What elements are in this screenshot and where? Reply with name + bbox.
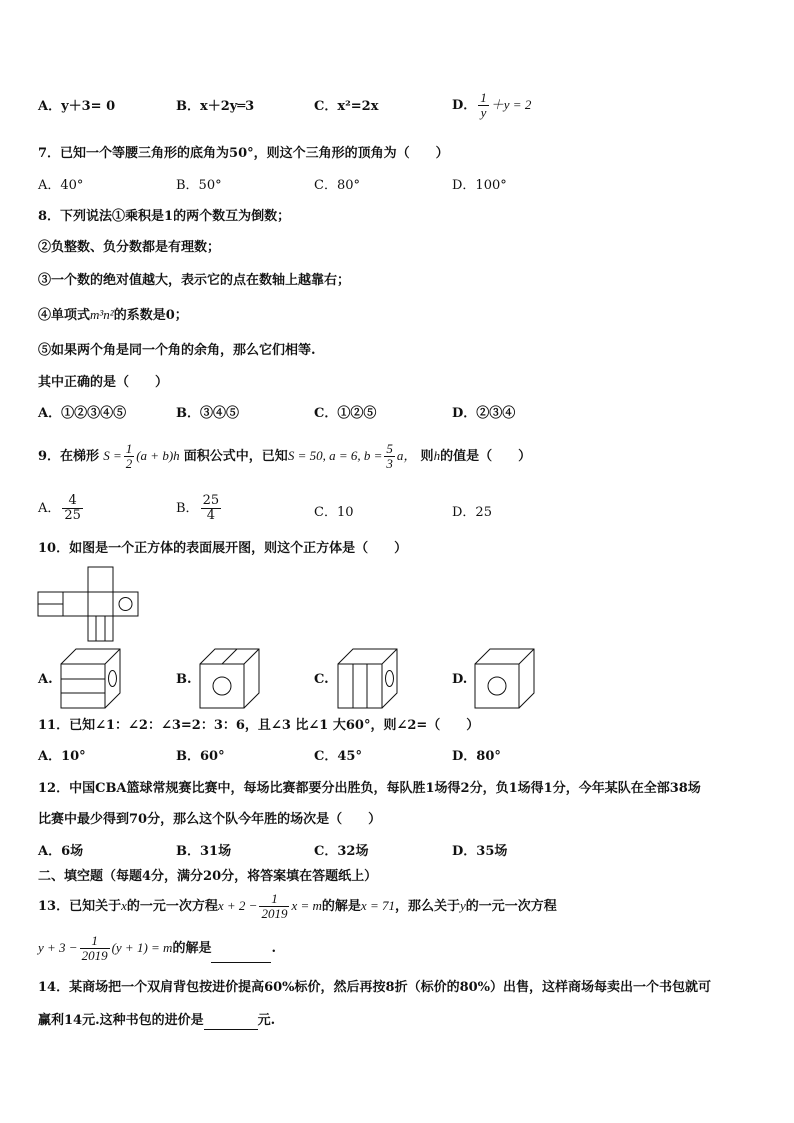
q10-option-b: B. xyxy=(176,672,192,687)
cube-option-c xyxy=(337,648,399,710)
q8-statement-2: ②负整数、负分数都是有理数； xyxy=(38,240,221,255)
q8-statement-4: ④单项式m³n²的系数是0； xyxy=(38,307,188,323)
q9-option-a: A． $\frac{4}{25}$ xyxy=(38,493,81,523)
q10-option-d: D. xyxy=(452,672,468,687)
q9-stem: 9．在梯形 S = $\frac{1}{2}$ (a + b)h 面积公式中，已知S = 50, a = 6, b = $\frac{5}{3}$ a， 则h的值是（ ） xyxy=(38,441,532,471)
q8-ask: 其中正确的是（ ） xyxy=(38,375,169,390)
cube-option-d xyxy=(474,648,536,710)
q13-stem-line1: 13．已知关于x的一元一次方程x + 2 − $\frac{1}{2019}$ x = m的解是x = 71，那么关于y的一元一次方程 xyxy=(38,891,557,921)
q10-stem: 10．如图是一个正方体的表面展开图，则这个正方体是（ ） xyxy=(38,541,408,556)
cube-net-figure xyxy=(38,566,138,642)
q7-option-d: D．100° xyxy=(452,178,507,193)
q8-statement-5: ⑤如果两个角是同一个角的余角，那么它们相等. xyxy=(38,343,316,358)
q12-option-d: D．35场 xyxy=(452,844,508,859)
q11-option-a: A．10° xyxy=(38,749,86,764)
q9-option-d: D．25 xyxy=(452,505,492,520)
q13-stem-line2: y + 3 − $\frac{1}{2019}$ (y + 1) = m的解是 . xyxy=(38,933,276,963)
q8-option-b: B．③④⑤ xyxy=(176,406,239,421)
q11-option-c: C．45° xyxy=(314,749,362,764)
q8-statement-3: ③一个数的绝对值越大，表示它的点在数轴上越靠右； xyxy=(38,273,351,288)
q11-option-b: B．60° xyxy=(176,749,225,764)
q7-option-a: A．40° xyxy=(38,178,84,193)
q12-stem-line2: 比赛中最少得到70分，那么这个队今年胜的场次是（ ） xyxy=(38,812,382,827)
q10-option-c: C. xyxy=(314,672,329,687)
q8-option-c: C．①②⑤ xyxy=(314,406,377,421)
q10-option-a: A. xyxy=(38,672,53,687)
q13-answer-blank[interactable] xyxy=(211,948,271,963)
q6-option-b: B．x＋2y═3 xyxy=(176,99,255,114)
cube-option-b xyxy=(199,648,261,710)
q6-option-c: C．x²=2x xyxy=(314,99,379,114)
cube-option-a xyxy=(60,648,122,710)
q14-stem-line1: 14．某商场把一个双肩背包按进价提高60%标价，然后再按8折（标价的80%）出售，这样商场每卖出一个书包就可 xyxy=(38,980,712,995)
q6-option-d: D． $\frac{1}{y}$ ＋y = 2 xyxy=(452,90,532,120)
q12-option-a: A．6场 xyxy=(38,844,84,859)
q8-option-d: D．②③④ xyxy=(452,406,516,421)
q7-option-c: C．80° xyxy=(314,178,360,193)
q14-answer-blank[interactable] xyxy=(204,1015,258,1030)
q9-option-c: C．10 xyxy=(314,505,354,520)
q9-option-b: B． $\frac{25}{4}$ xyxy=(176,493,220,523)
q8-stem: 8．下列说法①乘积是1的两个数互为倒数； xyxy=(38,209,291,224)
q12-option-b: B．31场 xyxy=(176,844,232,859)
q14-stem-line2: 赢利14元.这种书包的进价是 元. xyxy=(38,1013,276,1028)
section-heading: 二、填空题（每题4分，满分20分，将答案填在答题纸上） xyxy=(38,869,378,884)
q11-option-d: D．80° xyxy=(452,749,501,764)
q11-stem: 11．已知∠1：∠2：∠3=2：3：6，且∠3 比∠1 大60°，则∠2=（ ） xyxy=(38,718,480,733)
q12-option-c: C．32场 xyxy=(314,844,369,859)
q12-stem-line1: 12．中国CBA篮球常规赛比赛中，每场比赛都要分出胜负，每队胜1场得2分，负1场得1分，今年某队在全部38场 xyxy=(38,781,701,796)
q8-option-a: A．①②③④⑤ xyxy=(38,406,127,421)
q7-stem: 7．已知一个等腰三角形的底角为50°，则这个三角形的顶角为（ ） xyxy=(38,146,449,161)
q7-option-b: B．50° xyxy=(176,178,222,193)
q6-option-a: A．y＋3= 0 xyxy=(38,99,116,114)
